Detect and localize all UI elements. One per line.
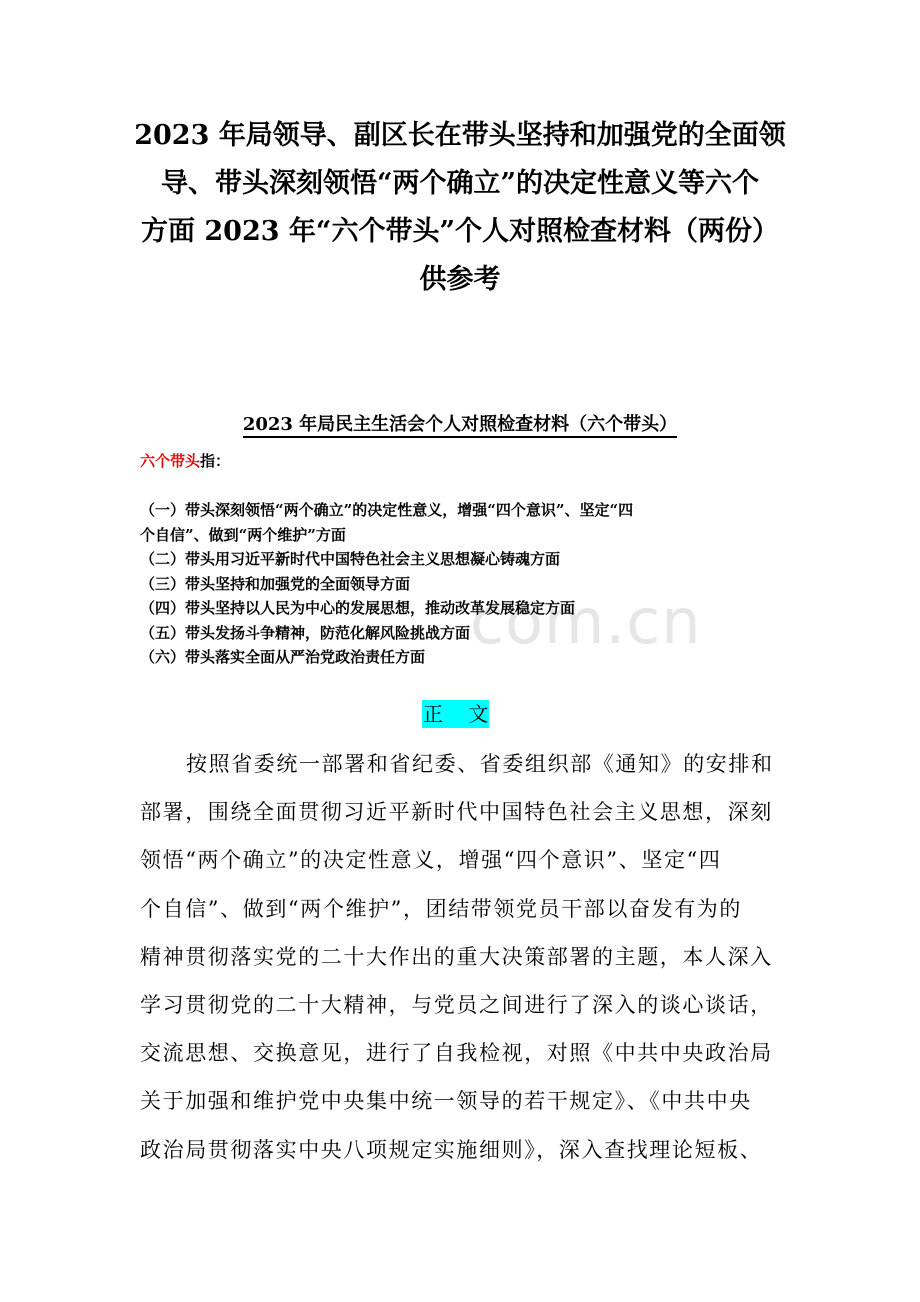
title-line: 导、带头深刻领悟“两个确立”的决定性意义等六个 <box>160 168 760 199</box>
body-section-heading: 正 文 <box>423 702 489 726</box>
body-line: 领悟“两个确立”的决定性意义，增强“四个意识”、坚定“四 <box>140 848 722 873</box>
title-line: 方面 2023 年“六个带头”个人对照检查材料（两份） <box>140 216 779 247</box>
list-item: （三）带头坚持和加强党的全面领导方面 <box>140 574 411 593</box>
body-paragraph <box>140 740 790 1174</box>
section-subtitle <box>140 411 780 439</box>
body-line: 交流思想、交换意见，进行了自我检视，对照《中共中央政治局 <box>140 1041 773 1066</box>
list-item: （五）带头发扬斗争精神，防范化解风险挑战方面 <box>140 623 471 642</box>
list-item: （二）带头用习近平新时代中国特色社会主义思想凝心铸魂方面 <box>140 550 561 568</box>
title-line: 供参考 <box>419 264 501 295</box>
body-line: 学习贯彻党的二十大精神，与党员之间进行了深入的谈心谈话， <box>140 993 773 1018</box>
body-line: 精神贯彻落实党的二十大作出的重大决策部署的主题，本人深入 <box>140 944 773 969</box>
subtitle-text: 2023 年局民主生活会个人对照检查材料（六个带头） <box>243 414 677 438</box>
six-leads-list <box>140 498 790 670</box>
body-line: 个自信”、做到“两个维护”，团结带领党员干部以奋发有为的 <box>140 896 743 921</box>
list-item: （一）带头深刻领悟“两个确立”的决定性意义，增强“四个意识”、坚定“四 <box>140 501 634 519</box>
six-leads-label-rest: 指： <box>200 452 231 470</box>
document-title <box>120 112 800 304</box>
watermark-text: com.cn <box>470 585 702 658</box>
body-line: 关于加强和维护党中央集中统一领导的若干规定》、《中共中央 <box>140 1089 752 1114</box>
body-line: 政治局贯彻落实中央八项规定实施细则》，深入查找理论短板、 <box>140 1137 763 1162</box>
title-line: 2023 年局领导、副区长在带头坚持和加强党的全面领 <box>134 120 786 151</box>
list-item: 个自信”、做到“两个维护”方面 <box>140 525 346 544</box>
body-line: 按照省委统一部署和省纪委、省委组织部《通知》的安排和 <box>186 752 774 776</box>
six-leads-label-red: 六个带头 <box>140 452 201 470</box>
six-leads-label <box>140 449 230 473</box>
body-line: 部署，围绕全面贯彻习近平新时代中国特色社会主义思想，深刻 <box>140 800 773 825</box>
list-item: （四）带头坚持以人民为中心的发展思想，推动改革发展稳定方面 <box>140 599 576 617</box>
list-item: （六）带头落实全面从严治党政治责任方面 <box>140 648 426 666</box>
